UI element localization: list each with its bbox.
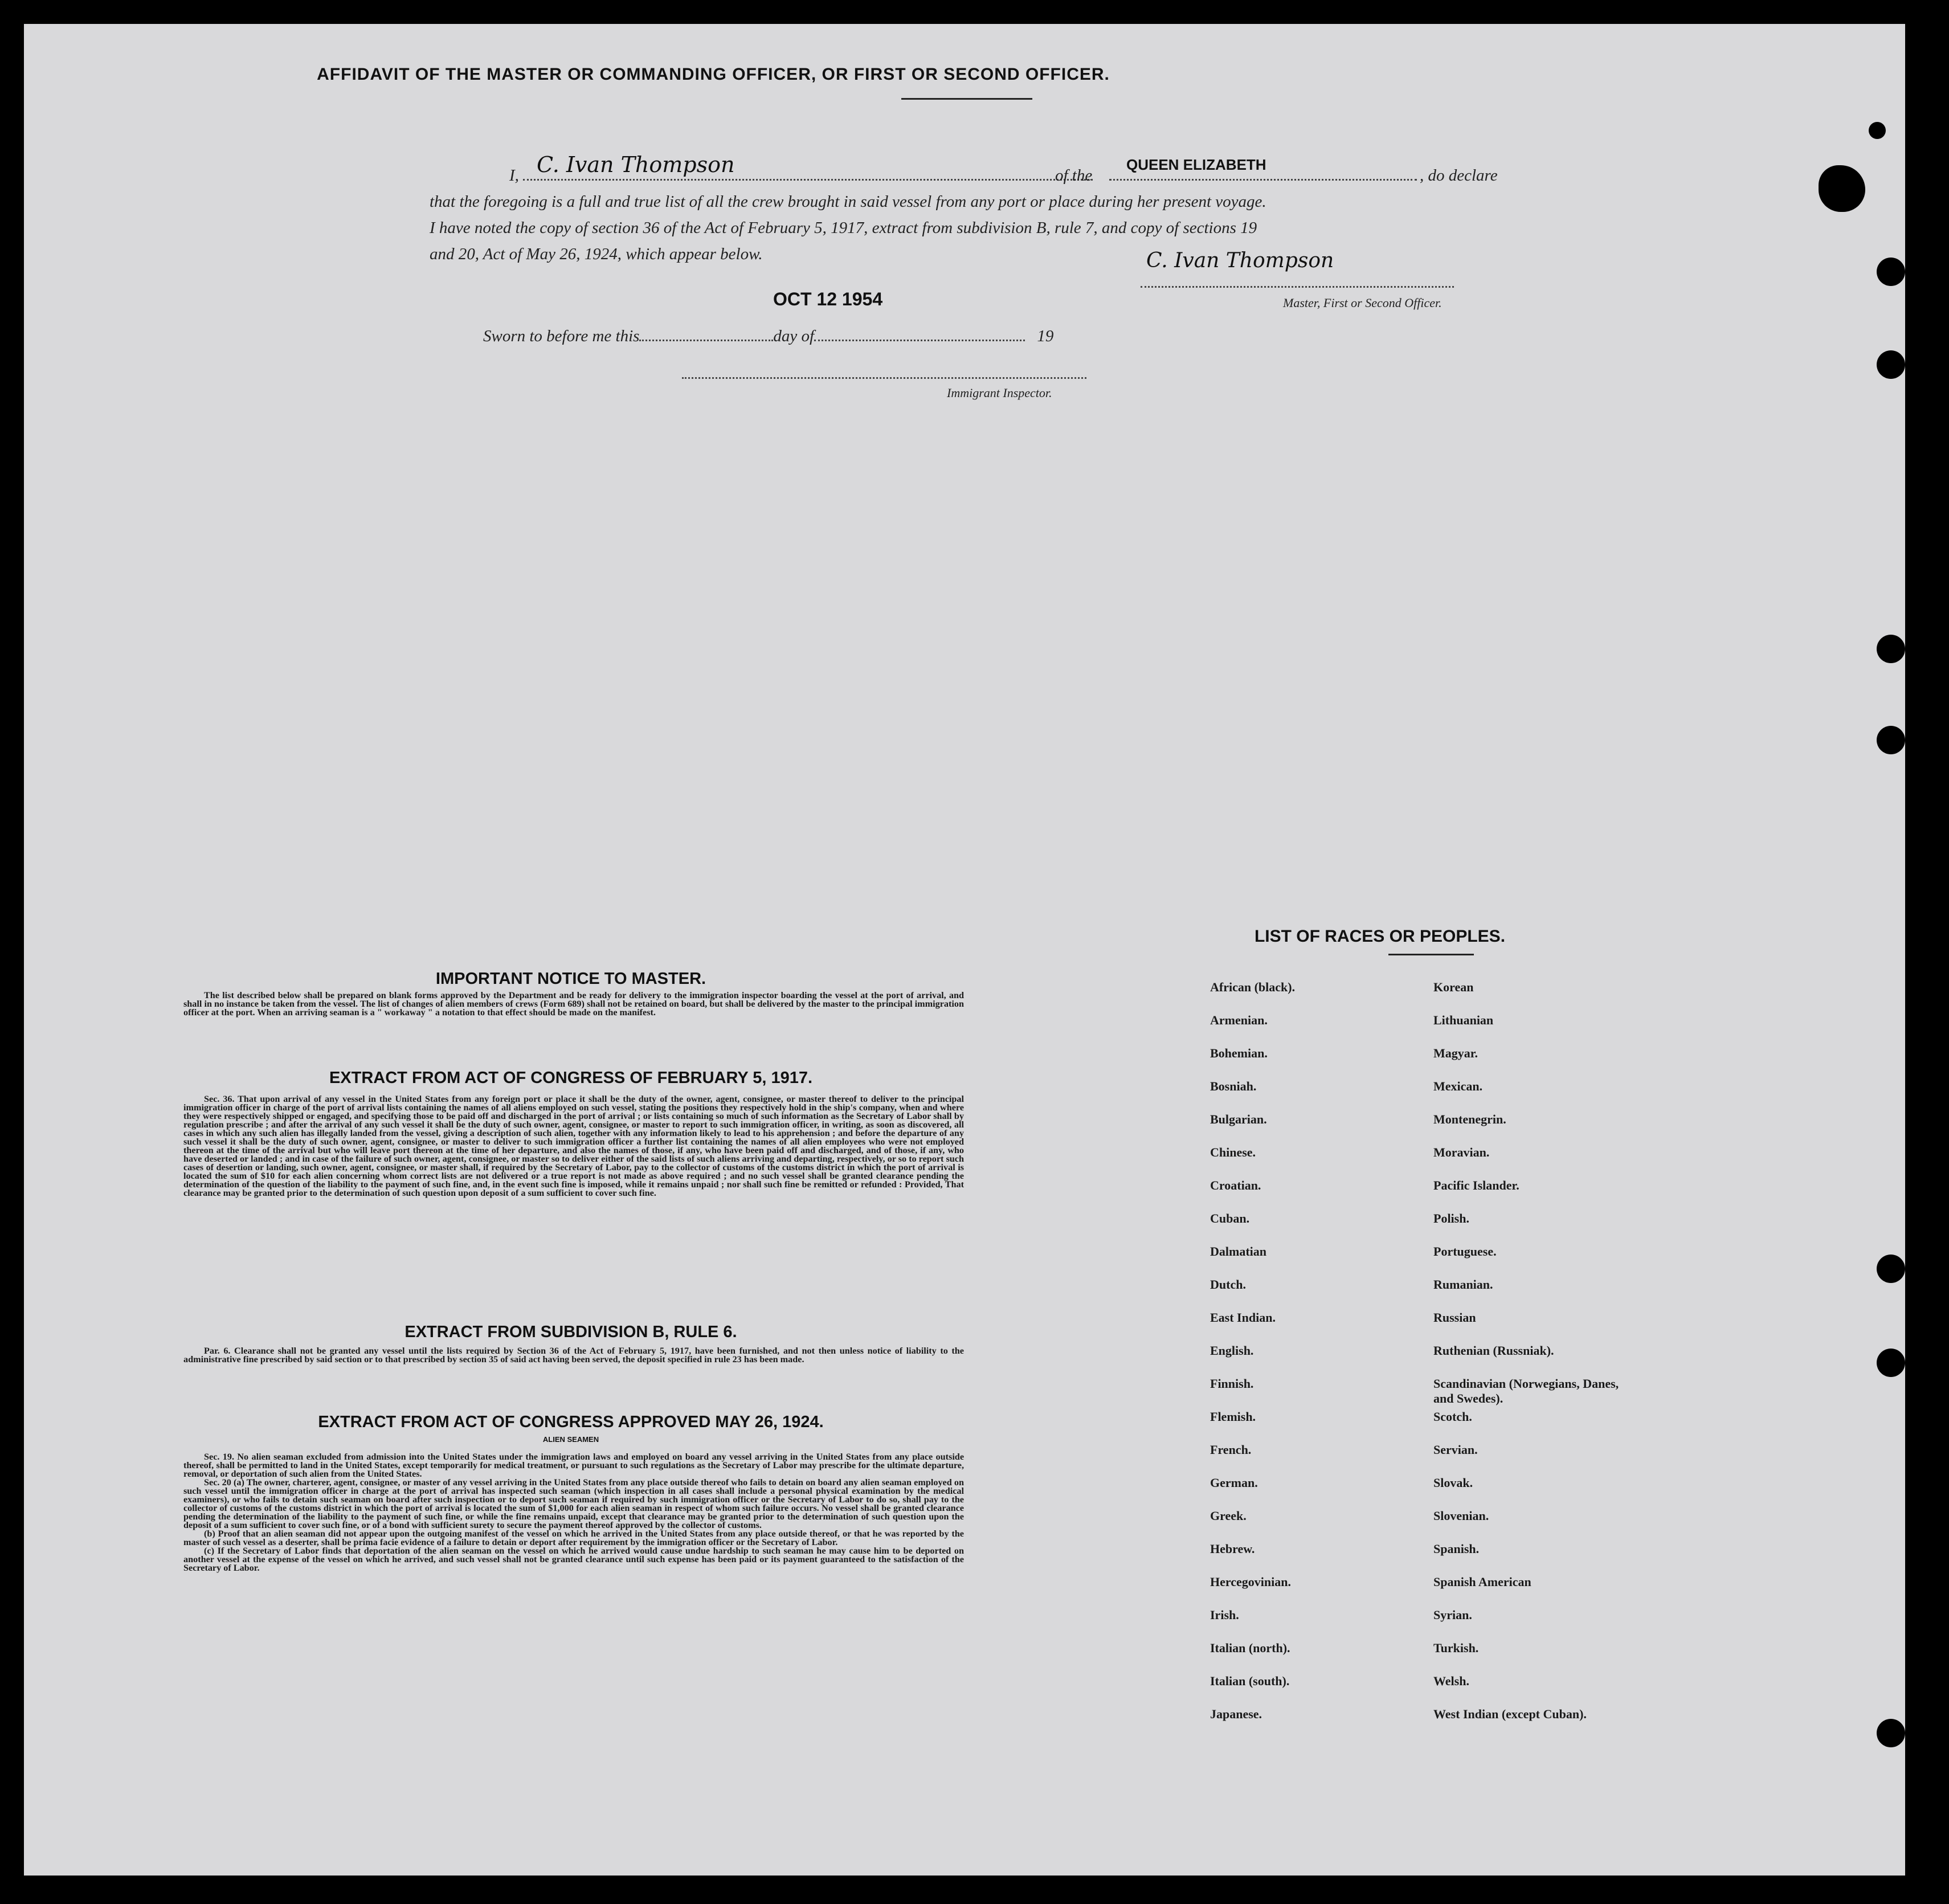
affidavit-line-3: I have noted the copy of section 36 of the Act of February 5, 1917, extract from subdivision B, rule 7, and copy of sections 19 [430,219,1257,237]
sworn-year: 19 [1037,327,1054,345]
races-list [1210,980,1677,1755]
race-item: West Indian (except Cuban). [1433,1707,1587,1721]
sec-20c-text: (c) If the Secretary of Labor finds that deportation of the alien seaman on the vessel on which he arrived would cause undue hardship to such seaman he may cause him to be deported on another vessel at the expense of the vessel on which he arrived, and such vessel shall not be granted clearance until such expense has been paid or its payment guaranteed to the satisfaction of the Secretary of Labor. [183,1546,964,1573]
race-item: Ruthenian (Russniak). [1433,1343,1554,1358]
race-item: Russian [1433,1310,1476,1325]
race-item: Hercegovinian. [1210,1575,1291,1589]
punch-hole [1877,258,1905,286]
master-signature: C. Ivan Thompson [1146,249,1334,272]
extract-1924-body [183,1453,964,1572]
signer-name-handwritten: C. Ivan Thompson [537,152,735,177]
race-item: Portuguese. [1433,1244,1497,1259]
race-item: Croatian. [1210,1178,1261,1192]
races-title-underline [1388,954,1474,955]
races-right-column [1433,980,1627,1740]
races-title: LIST OF RACES OR PEOPLES. [1254,927,1506,946]
line1-suffix: , do declare [1420,166,1498,185]
race-item: Syrian. [1433,1608,1472,1622]
title-underline [901,98,1032,100]
sworn-line [483,327,1053,346]
race-item: Greek. [1210,1509,1247,1523]
race-item: Cuban. [1210,1211,1250,1225]
document-page [24,24,1905,1876]
race-item: Lithuanian [1433,1013,1494,1027]
line1-prefix: I, [509,166,519,185]
races-left-column [1210,980,1295,1740]
race-item: Chinese. [1210,1145,1256,1159]
notice-title: IMPORTANT NOTICE TO MASTER. [435,970,706,988]
sec-20a-text: Sec. 20 (a) The owner, charterer, agent, consignee, or master of any vessel arriving in the United States from any place outside thereof who fails to detain on board any alien seaman employed on such vessel until the immigration officer in charge at the port of arrival has inspected such seaman (which inspection in all cases shall include a personal physical examination by the medical examiners), or who fails to detain such seaman on board after such inspection or to deport such seaman if required by such immigration officer or the Secretary of Labor to do so, shall pay to the collector of customs of the customs district in which the port of arrival is located the sum of $1,000 for each alien seaman in respect of whom such failure occurs. No vessel shall be granted clearance pending the determination of the liability to the payment of such fine, or while the fine remains unpaid, except that clearance may be granted prior to the determination of such question upon the deposit of a sum sufficient to cover such fine, or of a bond with sufficient surety to secure the payment thereof approved by the collector of customs. [183,1477,964,1530]
race-item: Mexican. [1433,1079,1483,1093]
race-item: Welsh. [1433,1674,1469,1688]
inspector-caption: Immigrant Inspector. [947,386,1052,400]
race-item: Japanese. [1210,1707,1262,1721]
race-item: Dalmatian [1210,1244,1266,1259]
notice-body [183,991,964,1017]
subdivision-b-body [183,1347,964,1364]
race-item: Italian (south). [1210,1674,1290,1688]
extract-1917-text: Sec. 36. That upon arrival of any vessel in the United States from any foreign port or place it shall be the duty of the owner, agent, consignee, or master thereof to deliver to the principal immigration officer in charge of the port of arrival lists containing the names of all aliens employed on such vessel, stating the positions they respectively hold in the ship's company, when and where they were respectively shipped or engaged, and specifying those to be paid off and discharged in the port of arrival ; or lists containing so much of such information as the Secretary of Labor shall by regulation prescribe ; and after the arrival of any such vessel it shall be the duty of such owner, agent, consignee, or master to report to such immigration officer, in writing, as soon as discovered, all cases in which any such alien has illegally landed from the vessel, giving a description of such alien, together with any information likely to lead to his apprehension ; and before the departure of any such vessel it shall be the duty of such owner, agent, consignee, or master to deliver to such immigration officer a further list containing the names of all alien employees who were not employed thereon at the time of the arrival but who will leave port thereon at the time of her departure, and also the names of those, if any, who have been paid off and discharged, and of those, if any, who have deserted or landed ; and in case of the failure of such owner, agent, consignee, or master so to deliver either of the said lists of such aliens arriving and departing, respectively, or so to report such cases of desertion or landing, such owner, agent, consignee, or master shall, if required by the Secretary of Labor, pay to the collector of customs of the customs district in which the port of arrival is located the sum of $10 for each alien concerning whom correct lists are not delivered or a true report is not made as above required ; and no such vessel shall be granted clearance pending the determination of the question of the liability to the payment of such fine, and, in the event such fine is imposed, while it remains unpaid ; nor shall such fine be remitted or refunded : Provided, That clearance may be granted prior to the determination of such question upon deposit of a sum sufficient to cover such fine. [183,1094,964,1198]
race-item: Flemish. [1210,1409,1256,1424]
line1-of-the: of the [1055,166,1093,185]
race-item: Bosniah. [1210,1079,1257,1093]
affidavit-line-2: that the foregoing is a full and true list of all the crew brought in said vessel from any port or place during her present voyage. [430,193,1266,211]
race-item: Bulgarian. [1210,1112,1267,1126]
alien-seamen-subtitle: ALIEN SEAMEN [542,1435,599,1444]
subdivision-b-title: EXTRACT FROM SUBDIVISION B, RULE 6. [404,1323,737,1341]
punch-hole [1819,165,1865,212]
race-item: Magyar. [1433,1046,1478,1060]
race-item: Spanish American [1433,1575,1531,1589]
sworn-prefix: Sworn to before me this [483,327,640,345]
race-item: Irish. [1210,1608,1239,1622]
race-item: Bohemian. [1210,1046,1268,1060]
race-item: African (black). [1210,980,1296,994]
race-item: French. [1210,1443,1252,1457]
punch-hole [1877,350,1905,379]
sworn-day-of: day of [773,327,815,345]
date-stamp: OCT 12 1954 [773,289,883,309]
race-item: Hebrew. [1210,1542,1255,1556]
race-item: Turkish. [1433,1641,1479,1655]
race-item: Slovak. [1433,1476,1473,1490]
race-item: Italian (north). [1210,1641,1290,1655]
affidavit-title: AFFIDAVIT OF THE MASTER OR COMMANDING OFFICER, OR FIRST OR SECOND OFFICER. [317,65,1110,84]
punch-hole [1877,635,1905,663]
race-item: Scandinavian (Norwegians, Danes, and Swedes). [1433,1376,1619,1405]
race-item: Polish. [1433,1211,1469,1225]
race-item: Rumanian. [1433,1277,1493,1292]
subdivision-b-text: Par. 6. Clearance shall not be granted any vessel until the lists required by Section 36 of the Act of February 5, 1917, have been furnished, and not then unless notice of liability to the administrative fine prescribed by said section or to that prescribed by section 35 of said act having been served, the deposit specified in rule 23 has been made. [183,1346,964,1364]
race-item: Armenian. [1210,1013,1268,1027]
race-item: Slovenian. [1433,1509,1489,1523]
race-item: Pacific Islander. [1433,1178,1519,1192]
signature-caption: Master, First or Second Officer. [1283,296,1442,310]
race-item: Montenegrin. [1433,1112,1506,1126]
race-item: Finnish. [1210,1376,1254,1391]
inspector-dots [682,365,1086,383]
race-item: Scotch. [1433,1409,1472,1424]
race-item: Spanish. [1433,1542,1480,1556]
race-item: Dutch. [1210,1277,1246,1292]
punch-hole [1877,1255,1905,1283]
race-item: East Indian. [1210,1310,1276,1325]
extract-1924-title: EXTRACT FROM ACT OF CONGRESS APPROVED MAY 26, 1924. [318,1413,824,1431]
race-item: English. [1210,1343,1254,1358]
ship-name: QUEEN ELIZABETH [1126,156,1266,173]
line1-dots [1109,166,1417,185]
notice-text: The list described below shall be prepared on blank forms approved by the Department and be ready for delivery to the immigration inspector boarding the vessel at the port of arrival, and shall in no instance be taken from the vessel. The list of changes of alien members of crews (Form 689) shall not be retained on board, but shall be delivered by the master to the principal immigration officer at the port. When an arriving seaman is a " workaway " a notation to that effect should be made on the manifest. [183,990,964,1018]
sec-19-text: Sec. 19. No alien seaman excluded from admission into the United States under the immigration laws and employed on board any vessel arriving in the United States from any place outside thereof, shall be permitted to land in the United States, except temporarily for medical treatment, or pursuant to such regulations as the Secretary of Labor may prescribe for the ultimate departure, removal, or deportation of such alien from the United States. [183,1452,964,1479]
race-item: Moravian. [1433,1145,1490,1159]
race-item: Servian. [1433,1443,1478,1457]
signature-dots [1141,273,1454,292]
race-item: German. [1210,1476,1258,1490]
punch-hole [1877,1719,1905,1747]
race-item: Korean [1433,980,1474,994]
punch-hole [1869,122,1886,139]
punch-hole [1877,726,1905,754]
sec-20b-text: (b) Proof that an alien seaman did not appear upon the outgoing manifest of the vessel on which he arrived in the United States from any place outside thereof, or that he was reported by the master of such vessel as a deserter, shall be prima facie evidence of a failure to detain or deport after requirement by the immigration officer or the Secretary of Labor. [183,1529,964,1547]
affidavit-line-4: and 20, Act of May 26, 1924, which appear below. [430,245,763,263]
extract-1917-body [183,1095,964,1198]
punch-hole [1877,1349,1905,1377]
extract-1917-title: EXTRACT FROM ACT OF CONGRESS OF FEBRUARY 5, 1917. [329,1069,813,1087]
